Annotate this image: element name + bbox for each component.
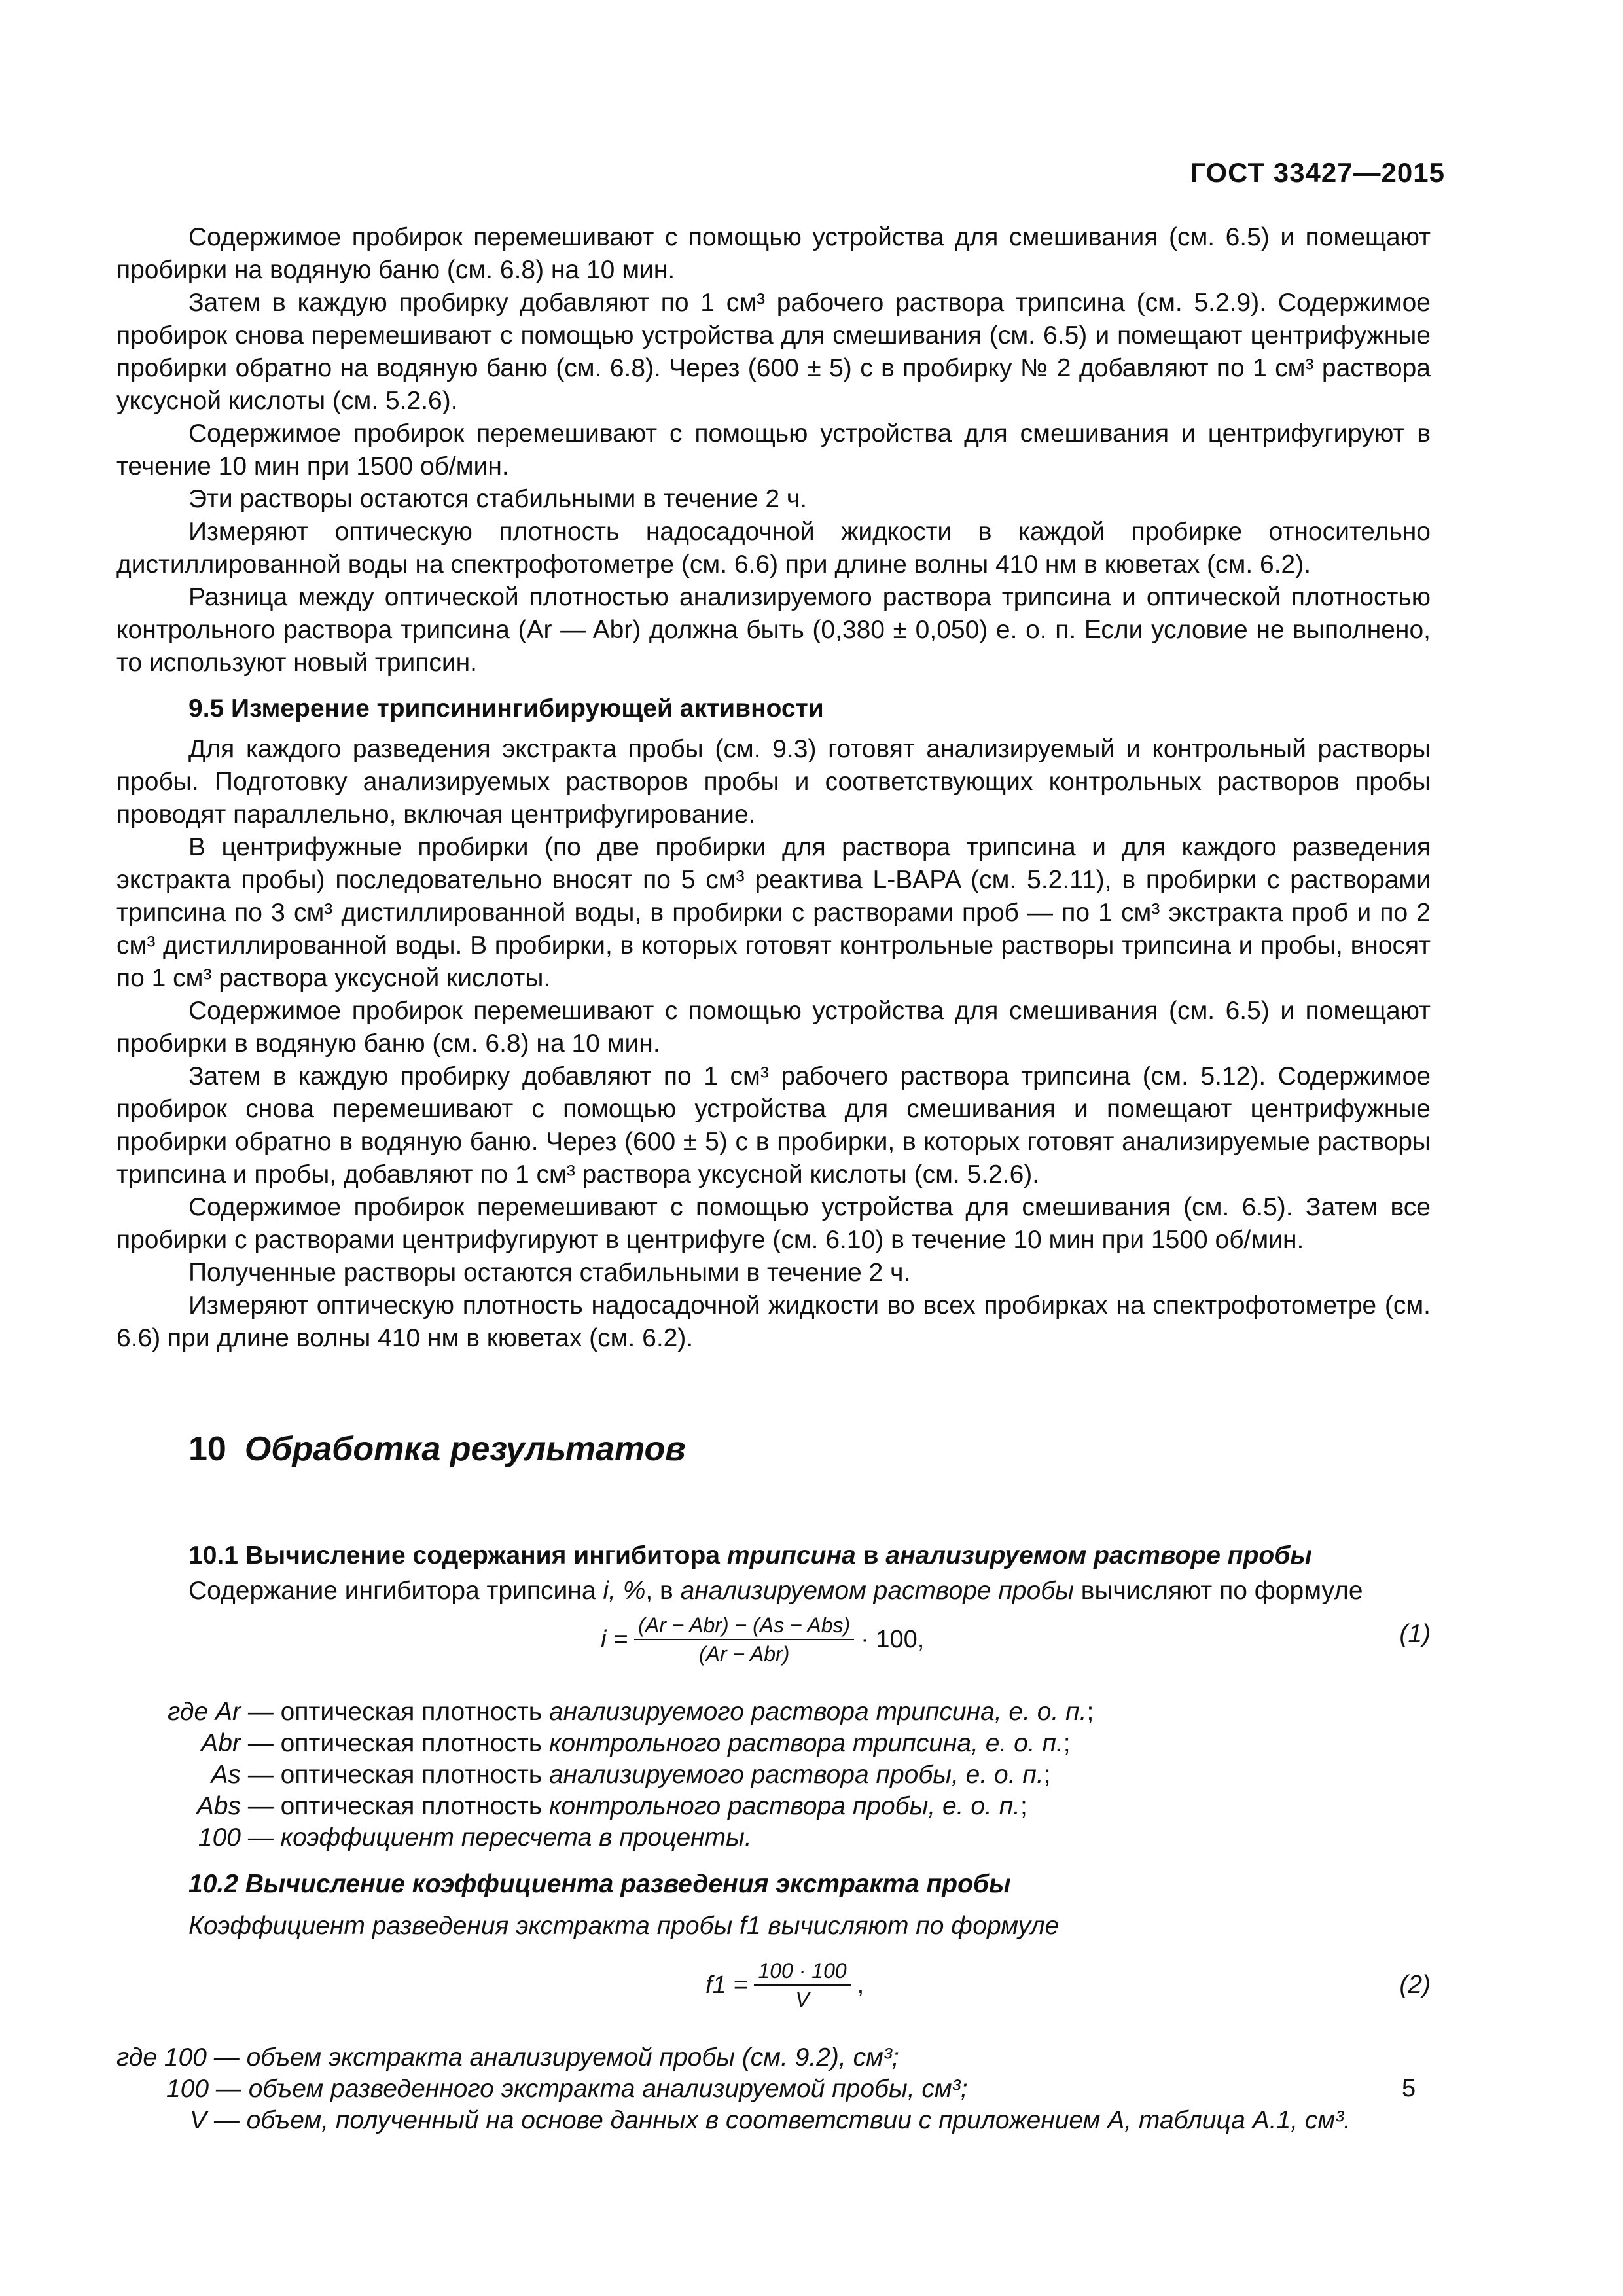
legend-symbol: Abs (196, 1792, 241, 1820)
legend-text: контрольного раствора пробы, е. о. п. (548, 1792, 1021, 1820)
formula-expression (601, 1611, 924, 1668)
legend-row (116, 1822, 1431, 1854)
formula-expression (705, 1957, 864, 2013)
legend-text: — (241, 1823, 281, 1852)
chapter-heading-10 (188, 1429, 1431, 1469)
text-run: вычисляют по формуле (1073, 1577, 1363, 1605)
legend-text: — оптическая плотность (241, 1729, 549, 1757)
fraction-denominator: (Ar − Abr) (698, 1642, 790, 1666)
text-run: i, % (603, 1577, 646, 1605)
text-run: Содержание ингибитора трипсина (188, 1577, 603, 1605)
legend-row (116, 1791, 1431, 1822)
fraction-numerator: 100 · 100 (754, 1957, 850, 1986)
legend-end: ; (1020, 1792, 1027, 1820)
paragraph: Полученные растворы остаются стабильными в течение 2 ч. (188, 1259, 911, 1287)
heading-part: трипсина (726, 1541, 856, 1570)
paragraph: В центрифужные пробирки (по две пробирки для раствора трипсина и для каждого разведения экстракта пробы) последовательно вносят по 5 см³ реактива L-BAPA (см. 5.2.11), в пробирки с растворами трипсина по 3 см³ дистиллированной воды, в пробирки с растворами проб — по 1 см³ экстракта проб и по 2 см³ дистиллированной воды. В пробирки, в которых готовят контрольные растворы трипсина и пробы, вносят по 1 см³ раствора уксусной кислоты. (116, 833, 1431, 992)
legend-text: коэффициент пересчета в проценты. (280, 1823, 752, 1852)
legend-text: контрольного раствора трипсина, е. о. п. (548, 1729, 1063, 1757)
paragraph: Затем в каждую пробирку добавляют по 1 см³ рабочего раствора трипсина (см. 5.12). Содержимое пробирок снова перемешивают с помощью устройства для смешивания и помещают центрифужные пробирки обратно в водяную баню. Через (600 ± 5) с в пробирки, в которых готовят анализируемые растворы трипсина и пробы, добавляют по 1 см³ раствора уксусной кислоты (см. 5.2.6). (116, 1062, 1431, 1189)
legend-row: V — объем, полученный на основе данных в соответствии с приложением А, таблица А.1, см³. (190, 2106, 1351, 2134)
paragraph: Разница между оптической плотностью анализируемого раствора трипсина и оптической плотностью контрольного раствора трипсина (Ar — Abr) должна быть (0,380 ± 0,050) е. о. п. Если условие не выполнено, то используют новый трипсин. (116, 583, 1431, 677)
heading-part: анализируемом растворе пробы (885, 1541, 1312, 1570)
formula-2 (116, 1957, 1431, 2034)
legend-text: анализируемого раствора трипсина, е. о. п. (548, 1698, 1087, 1726)
page-body (116, 221, 1431, 2136)
text-run: анализируемом растворе пробы (680, 1577, 1074, 1605)
legend-row: где 100 — объем экстракта анализируемой пробы (см. 9.2), см³; (116, 2043, 899, 2072)
legend-end: ; (1086, 1698, 1094, 1726)
legend-text: — оптическая плотность (241, 1792, 549, 1820)
paragraph: Измеряют оптическую плотность надосадочной жидкости во всех пробирках на спектрофотометре (см. 6.6) при длине волны 410 нм в кюветах (см. 6.2). (116, 1291, 1431, 1352)
section-heading-9-5: 9.5 Измерение трипсинингибирующей активности (188, 694, 824, 723)
formula-intro: Коэффициент разведения экстракта пробы f1 вычисляют по формуле (188, 1912, 1060, 1940)
heading-part: Вычисление содержания ингибитора (245, 1541, 727, 1570)
paragraph: Содержимое пробирок перемешивают с помощью устройства для смешивания (см. 6.5). Затем все пробирки с растворами центрифугируют в центрифуге (см. 6.10) в течение 10 мин при 1500 об/мин. (116, 1193, 1431, 1254)
variable-legend-2 (116, 2042, 1431, 2136)
fraction-denominator: V (795, 1988, 810, 2011)
fraction-numerator: (Ar − Abr) − (As − Abs) (634, 1611, 854, 1640)
paragraph: Для каждого разведения экстракта пробы (см. 9.3) готовят анализируемый и контрольный растворы пробы. Подготовку анализируемых растворов пробы и соответствующих контрольных растворов пробы проводят параллельно, включая центрифугирование. (116, 735, 1431, 829)
heading-number: 10.1 (188, 1541, 238, 1570)
legend-row: 100 — объем разведенного экстракта анализируемой пробы, см³; (166, 2075, 968, 2103)
legend-end: ; (1063, 1729, 1071, 1757)
equation-number: (2) (1399, 1971, 1431, 1999)
formula-tail: · 100, (861, 1626, 925, 1653)
legend-symbol: Abr (201, 1729, 241, 1757)
fraction (634, 1611, 854, 1668)
legend-text: — оптическая плотность (241, 1761, 549, 1789)
equation-number: (1) (1399, 1620, 1431, 1648)
legend-row (116, 1728, 1431, 1759)
paragraph: Измеряют оптическую плотность надосадочной жидкости в каждой пробирке относительно дистиллированной воды на спектрофотометре (см. 6.6) при длине волны 410 нм в кюветах (см. 6.2). (116, 518, 1431, 579)
paragraph: Затем в каждую пробирку добавляют по 1 см³ рабочего раствора трипсина (см. 5.2.9). Содержимое пробирок снова перемешивают с помощью устройства для смешивания (см. 6.5) и помещают центрифужные пробирки обратно на водяную баню (см. 6.8). Через (600 ± 5) с в пробирку № 2 добавляют по 1 см³ раствора уксусной кислоты (см. 5.2.6). (116, 289, 1431, 415)
paragraph: Эти растворы остаются стабильными в течение 2 ч. (188, 485, 808, 513)
legend-row (116, 1759, 1431, 1791)
formula-intro (116, 1575, 1431, 1607)
legend-row (116, 1696, 1431, 1728)
legend-symbol: As (211, 1761, 241, 1789)
fraction (754, 1957, 850, 2013)
legend-text: анализируемого раствора пробы, е. о. п. (548, 1761, 1044, 1789)
section-heading-10-2: 10.2 Вычисление коэффициента разведения экстракта пробы (188, 1870, 1011, 1898)
page-number: 5 (1402, 2075, 1416, 2102)
legend-text: — оптическая плотность (241, 1698, 549, 1726)
chapter-number: 10 (188, 1430, 226, 1468)
legend-symbol: 100 (198, 1823, 241, 1852)
formula-lhs: i = (601, 1626, 628, 1653)
formula-1 (116, 1611, 1431, 1683)
text-run: , в (645, 1577, 681, 1605)
section-heading-10-1 (116, 1539, 1431, 1572)
variable-legend-1 (116, 1696, 1431, 1854)
chapter-title: Обработка результатов (244, 1430, 686, 1468)
paragraph: Содержимое пробирок перемешивают с помощью устройства для смешивания и центрифугируют в течение 10 мин при 1500 об/мин. (116, 420, 1431, 480)
document-id: ГОСТ 33427—2015 (1190, 157, 1445, 188)
legend-end: ; (1043, 1761, 1051, 1789)
formula-lhs: f1 = (705, 1971, 748, 1999)
heading-part: в (855, 1541, 886, 1570)
formula-tail: , (857, 1971, 865, 1999)
paragraph: Содержимое пробирок перемешивают с помощью устройства для смешивания (см. 6.5) и помещают пробирки на водяную баню (см. 6.8) на 10 мин. (116, 223, 1431, 284)
legend-symbol: где Ar (168, 1698, 241, 1726)
paragraph: Содержимое пробирок перемешивают с помощью устройства для смешивания (см. 6.5) и помещают пробирки в водяную баню (см. 6.8) на 10 мин. (116, 997, 1431, 1058)
